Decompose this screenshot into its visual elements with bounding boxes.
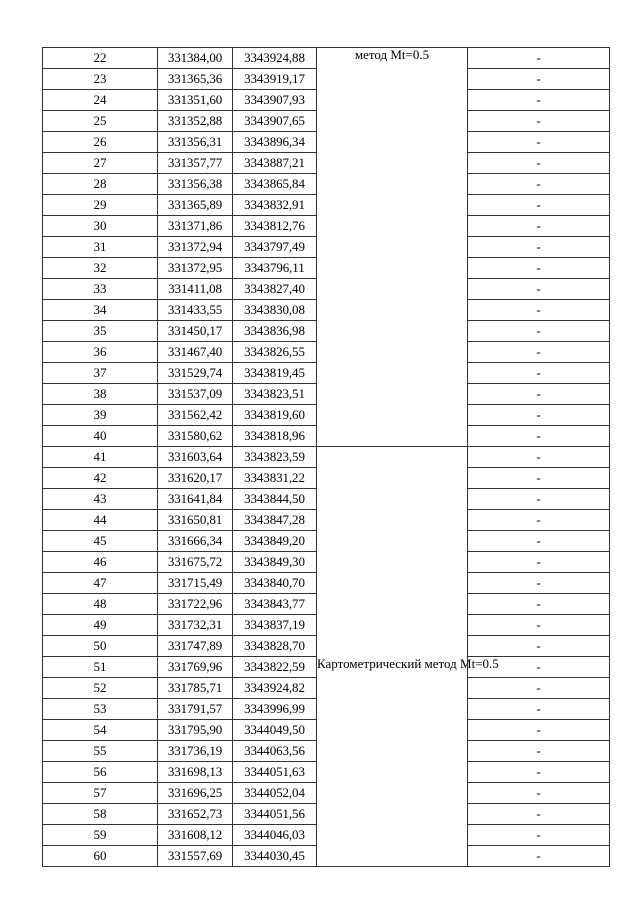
point-number: 48: [43, 594, 158, 615]
accuracy-value: -: [468, 69, 610, 90]
point-number: 55: [43, 741, 158, 762]
accuracy-value: -: [468, 48, 610, 69]
point-number: 27: [43, 153, 158, 174]
coordinate-y: 3343844,50: [233, 489, 317, 510]
point-number: 30: [43, 216, 158, 237]
coordinate-y: 3343818,96: [233, 426, 317, 447]
point-number: 45: [43, 531, 158, 552]
accuracy-value: -: [468, 531, 610, 552]
table-row: [43, 48, 610, 69]
point-number: 22: [43, 48, 158, 69]
point-number: 57: [43, 783, 158, 804]
point-number: 60: [43, 846, 158, 867]
coordinate-x: 331372,94: [158, 237, 233, 258]
accuracy-value: -: [468, 468, 610, 489]
coordinate-x: 331356,38: [158, 174, 233, 195]
coordinate-x: 331356,31: [158, 132, 233, 153]
coordinate-y: 3344049,50: [233, 720, 317, 741]
accuracy-value: -: [468, 384, 610, 405]
accuracy-value: -: [468, 342, 610, 363]
point-number: 54: [43, 720, 158, 741]
accuracy-value: -: [468, 846, 610, 867]
point-number: 34: [43, 300, 158, 321]
coordinate-x: 331791,57: [158, 699, 233, 720]
coordinate-x: 331722,96: [158, 594, 233, 615]
coordinate-x: 331411,08: [158, 279, 233, 300]
accuracy-value: -: [468, 90, 610, 111]
accuracy-value: -: [468, 594, 610, 615]
coordinate-x: 331650,81: [158, 510, 233, 531]
point-number: 29: [43, 195, 158, 216]
coordinate-y: 3343996,99: [233, 699, 317, 720]
point-number: 51: [43, 657, 158, 678]
coordinate-x: 331371,86: [158, 216, 233, 237]
coordinate-x: 331537,09: [158, 384, 233, 405]
accuracy-value: -: [468, 258, 610, 279]
method-text: Картометрический метод Mt=0.5: [317, 655, 499, 671]
point-number: 52: [43, 678, 158, 699]
accuracy-value: -: [468, 615, 610, 636]
point-number: 59: [43, 825, 158, 846]
accuracy-value: -: [468, 783, 610, 804]
coordinate-y: 3344052,04: [233, 783, 317, 804]
coordinate-x: 331351,60: [158, 90, 233, 111]
accuracy-value: -: [468, 279, 610, 300]
point-number: 37: [43, 363, 158, 384]
accuracy-value: -: [468, 678, 610, 699]
coordinate-y: 3344051,56: [233, 804, 317, 825]
coordinate-y: 3343827,40: [233, 279, 317, 300]
coordinate-y: 3343865,84: [233, 174, 317, 195]
point-number: 42: [43, 468, 158, 489]
coordinate-x: 331747,89: [158, 636, 233, 657]
accuracy-value: -: [468, 489, 610, 510]
accuracy-value: -: [468, 657, 610, 678]
coordinate-x: 331357,77: [158, 153, 233, 174]
coordinate-y: 3343924,88: [233, 48, 317, 69]
accuracy-value: -: [468, 762, 610, 783]
accuracy-value: -: [468, 636, 610, 657]
table-row: [43, 447, 610, 468]
accuracy-value: -: [468, 237, 610, 258]
method-cell: [317, 48, 468, 447]
point-number: 23: [43, 69, 158, 90]
coordinate-y: 3343907,65: [233, 111, 317, 132]
accuracy-value: -: [468, 216, 610, 237]
point-number: 31: [43, 237, 158, 258]
accuracy-value: -: [468, 321, 610, 342]
coordinate-x: 331736,19: [158, 741, 233, 762]
coordinate-y: 3344063,56: [233, 741, 317, 762]
coordinate-x: 331696,25: [158, 783, 233, 804]
coordinate-y: 3343831,22: [233, 468, 317, 489]
coordinate-x: 331562,42: [158, 405, 233, 426]
accuracy-value: -: [468, 741, 610, 762]
point-number: 50: [43, 636, 158, 657]
coordinate-y: 3343819,60: [233, 405, 317, 426]
coordinate-y: 3343836,98: [233, 321, 317, 342]
coordinate-y: 3343797,49: [233, 237, 317, 258]
point-number: 46: [43, 552, 158, 573]
accuracy-value: -: [468, 132, 610, 153]
coordinates-table: [42, 47, 610, 867]
coordinate-x: 331652,73: [158, 804, 233, 825]
coordinate-y: 3343823,51: [233, 384, 317, 405]
coordinate-x: 331433,55: [158, 300, 233, 321]
method-cell: [317, 447, 499, 867]
coordinate-x: 331580,62: [158, 426, 233, 447]
point-number: 44: [43, 510, 158, 531]
coordinate-x: 331557,69: [158, 846, 233, 867]
point-number: 26: [43, 132, 158, 153]
coordinate-y: 3343924,82: [233, 678, 317, 699]
coordinate-x: 331450,17: [158, 321, 233, 342]
point-number: 58: [43, 804, 158, 825]
coordinate-y: 3344046,03: [233, 825, 317, 846]
point-number: 39: [43, 405, 158, 426]
accuracy-value: -: [468, 111, 610, 132]
method-text: метод Mt=0.5: [354, 47, 430, 62]
coordinate-y: 3343826,55: [233, 342, 317, 363]
coordinate-y: 3343896,34: [233, 132, 317, 153]
point-number: 53: [43, 699, 158, 720]
accuracy-value: -: [468, 405, 610, 426]
coordinate-x: 331603,64: [158, 447, 233, 468]
point-number: 49: [43, 615, 158, 636]
coordinate-x: 331352,88: [158, 111, 233, 132]
coordinate-x: 331384,00: [158, 48, 233, 69]
point-number: 43: [43, 489, 158, 510]
coordinate-y: 3344051,63: [233, 762, 317, 783]
coordinate-y: 3343837,19: [233, 615, 317, 636]
point-number: 56: [43, 762, 158, 783]
coordinate-y: 3343840,70: [233, 573, 317, 594]
point-number: 41: [43, 447, 158, 468]
coordinate-y: 3343849,30: [233, 552, 317, 573]
point-number: 25: [43, 111, 158, 132]
accuracy-value: -: [468, 804, 610, 825]
coordinate-x: 331732,31: [158, 615, 233, 636]
coordinate-x: 331620,17: [158, 468, 233, 489]
coordinate-x: 331795,90: [158, 720, 233, 741]
coordinate-x: 331666,34: [158, 531, 233, 552]
coordinate-y: 3343819,45: [233, 363, 317, 384]
coordinate-y: 3343832,91: [233, 195, 317, 216]
coordinate-x: 331715,49: [158, 573, 233, 594]
coordinate-x: 331769,96: [158, 657, 233, 678]
coordinate-x: 331467,40: [158, 342, 233, 363]
coordinate-y: 3343830,08: [233, 300, 317, 321]
coordinates-table-body: [43, 48, 610, 867]
accuracy-value: -: [468, 153, 610, 174]
coordinate-y: 3343847,28: [233, 510, 317, 531]
coordinate-y: 3343822,59: [233, 657, 317, 678]
coordinate-x: 331608,12: [158, 825, 233, 846]
accuracy-value: -: [468, 720, 610, 741]
point-number: 47: [43, 573, 158, 594]
point-number: 32: [43, 258, 158, 279]
accuracy-value: -: [468, 510, 610, 531]
coordinate-y: 3343887,21: [233, 153, 317, 174]
coordinate-x: 331365,36: [158, 69, 233, 90]
point-number: 35: [43, 321, 158, 342]
coordinate-x: 331698,13: [158, 762, 233, 783]
point-number: 33: [43, 279, 158, 300]
coordinate-y: 3343907,93: [233, 90, 317, 111]
point-number: 40: [43, 426, 158, 447]
coordinate-y: 3343823,59: [233, 447, 317, 468]
point-number: 36: [43, 342, 158, 363]
coordinate-x: 331785,71: [158, 678, 233, 699]
accuracy-value: -: [468, 174, 610, 195]
coordinate-x: 331675,72: [158, 552, 233, 573]
coordinate-y: 3343919,17: [233, 69, 317, 90]
coordinate-y: 3343812,76: [233, 216, 317, 237]
point-number: 38: [43, 384, 158, 405]
accuracy-value: -: [468, 426, 610, 447]
coordinate-x: 331372,95: [158, 258, 233, 279]
accuracy-value: -: [468, 573, 610, 594]
accuracy-value: -: [468, 699, 610, 720]
coordinate-y: 3344030,45: [233, 846, 317, 867]
point-number: 28: [43, 174, 158, 195]
accuracy-value: -: [468, 552, 610, 573]
coordinate-x: 331529,74: [158, 363, 233, 384]
accuracy-value: -: [468, 447, 610, 468]
coordinate-x: 331365,89: [158, 195, 233, 216]
accuracy-value: -: [468, 363, 610, 384]
point-number: 24: [43, 90, 158, 111]
accuracy-value: -: [468, 300, 610, 321]
coordinate-y: 3343843,77: [233, 594, 317, 615]
accuracy-value: -: [468, 825, 610, 846]
accuracy-value: -: [468, 195, 610, 216]
coordinate-y: 3343828,70: [233, 636, 317, 657]
coordinate-x: 331641,84: [158, 489, 233, 510]
coordinate-y: 3343796,11: [233, 258, 317, 279]
coordinate-y: 3343849,20: [233, 531, 317, 552]
